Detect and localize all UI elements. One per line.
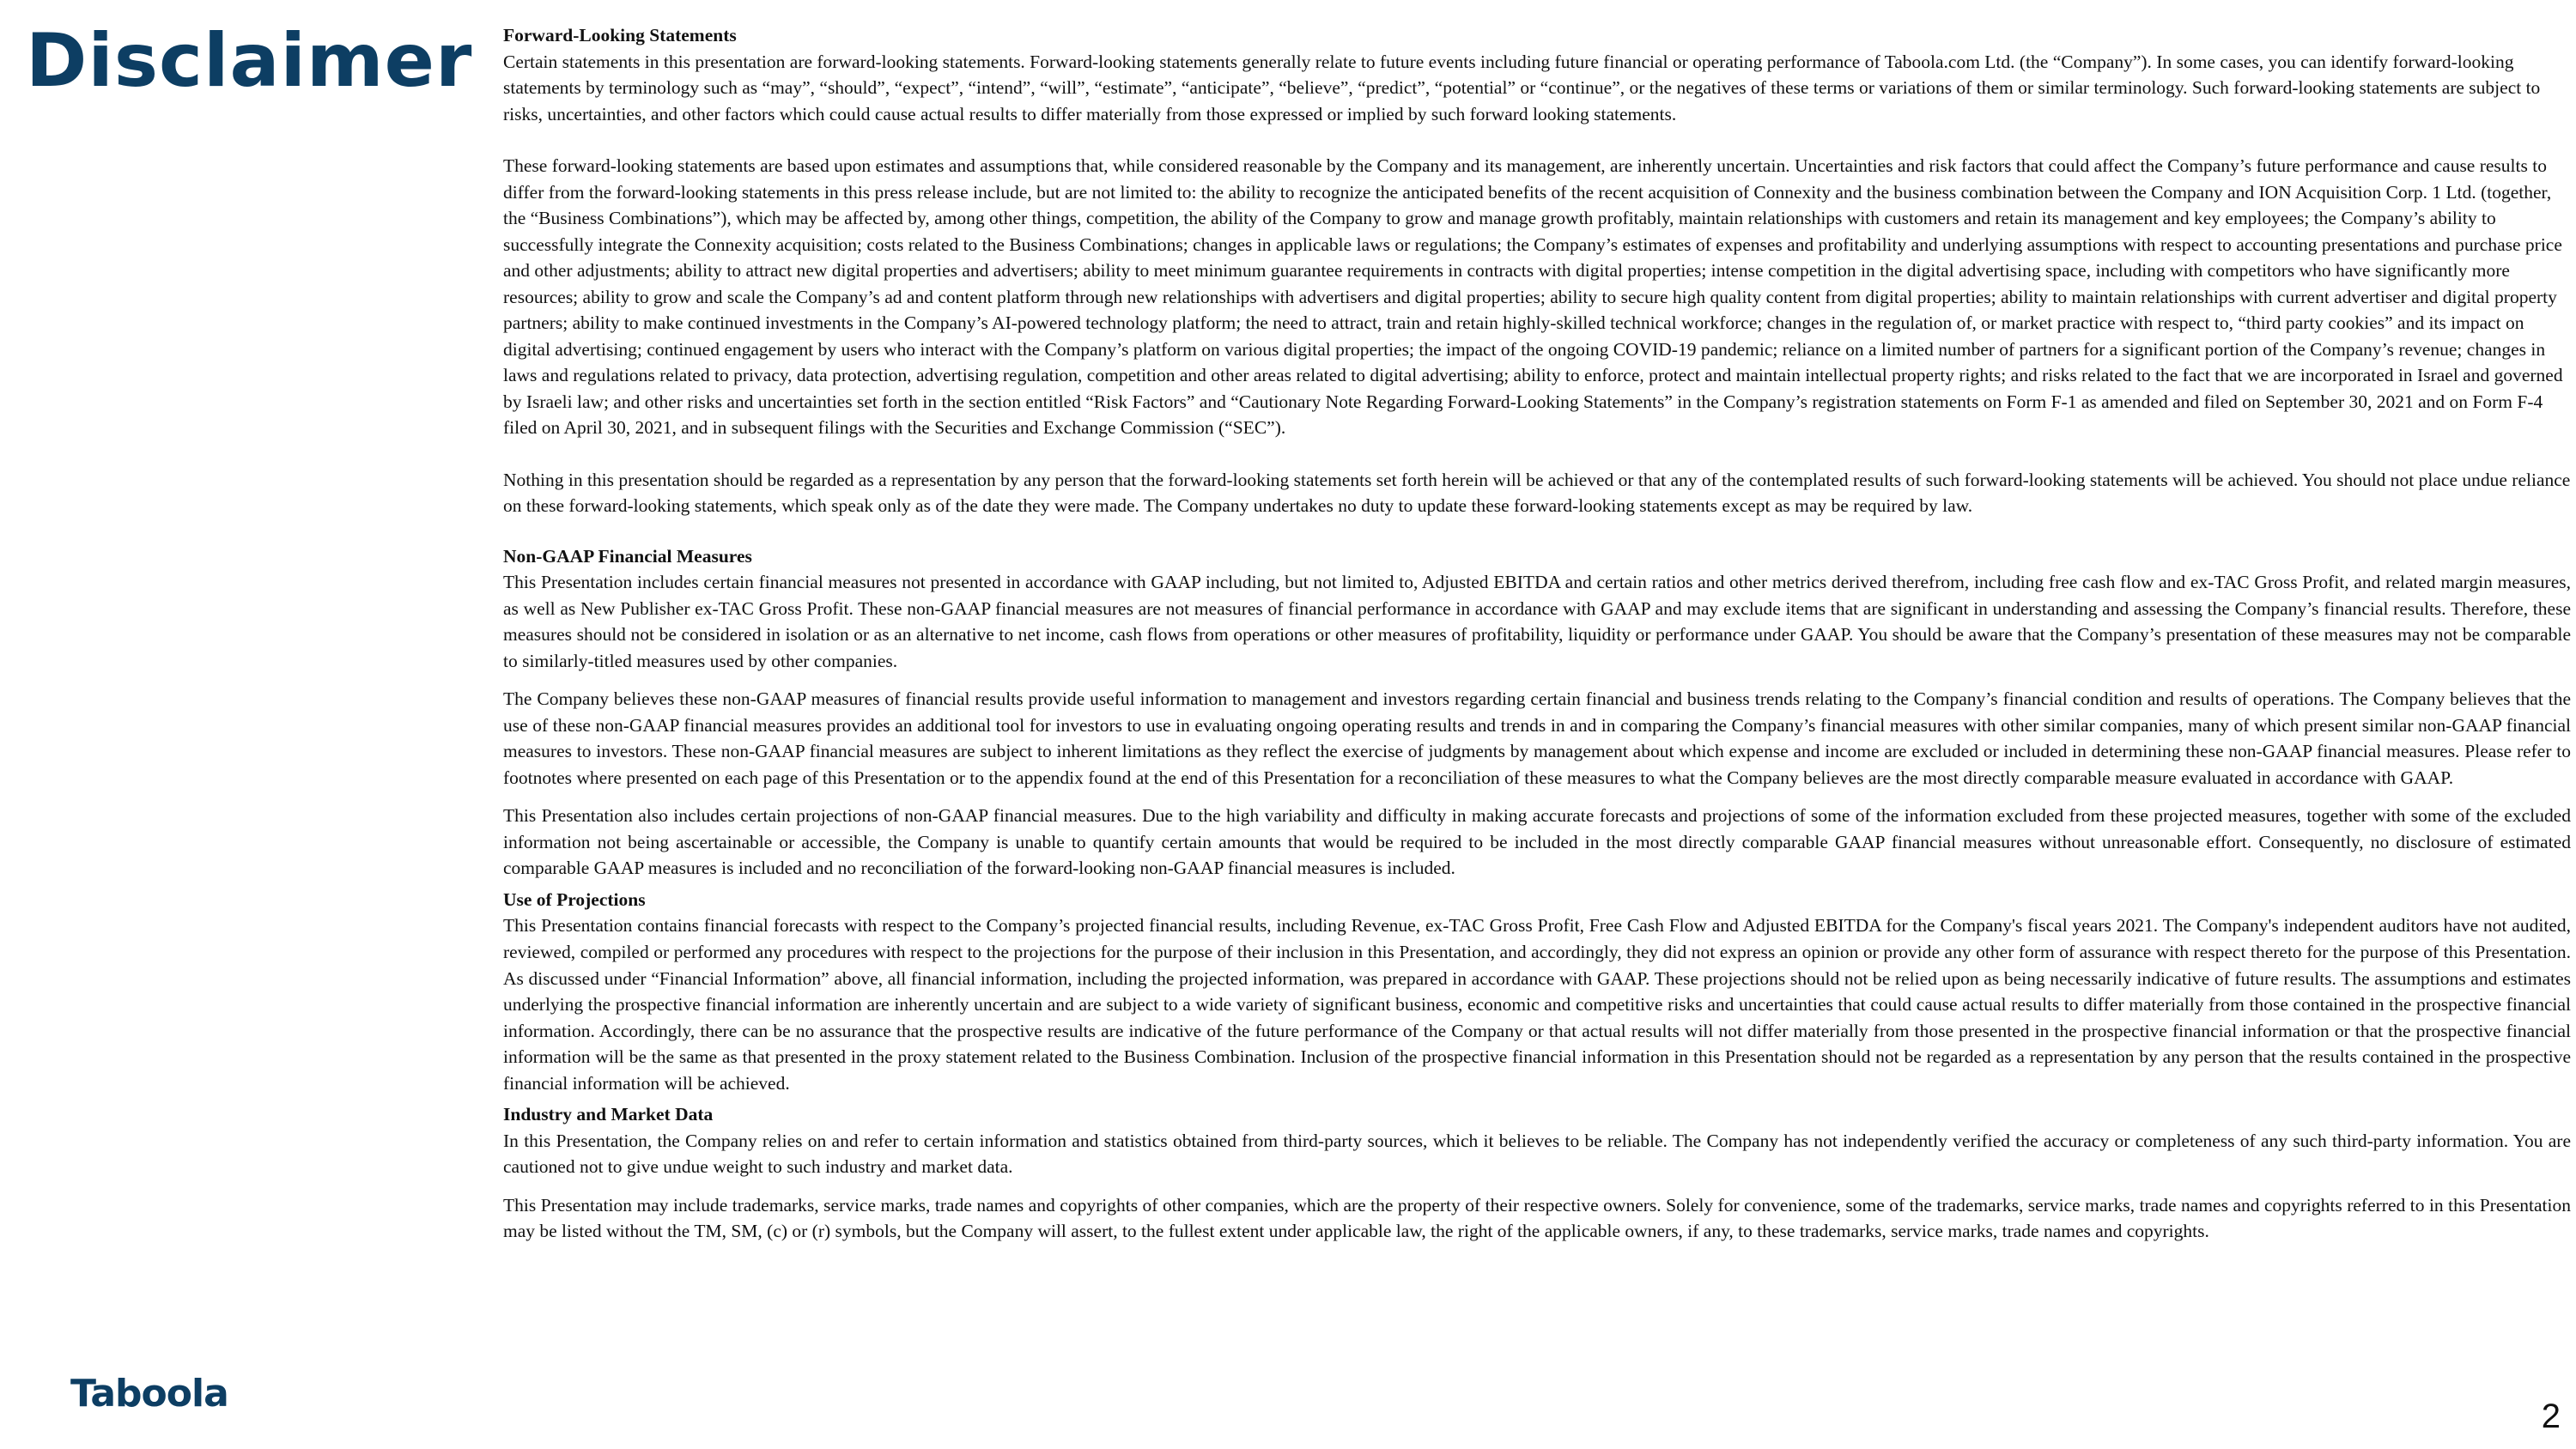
industry-paragraph-1: In this Presentation, the Company relies on and refer to certain information and statistics obtained from third-party sources, which it believes to be reliable. The Company has not independently verified the accuracy or completeness of any such third-party information. You are cautioned not to give undue weight to such industry and market data.	[503, 1130, 2571, 1178]
page-title: Disclaimer	[26, 18, 473, 104]
forward-looking-paragraph-3: Nothing in this presentation should be regarded as a representation by any person that the forward-looking statements set forth herein will be achieved or that any of the contemplated results of such forward-looking statements will be achieved. You should not place undue reliance on these forward-looking statements, which speak only as of the date they were made. The Company undertakes no duty to update these forward-looking statements except as may be required by law.	[503, 469, 2571, 517]
forward-looking-paragraph-1: Certain statements in this presentation are forward-looking statements. Forward-looking statements generally relate to future events including future financial or operating performance of Taboola.com Ltd. (the “Company”). In some cases, you can identify forward-looking statements by terminology such as “may”, “should”, “expect”, “intend”, “will”, “estimate”, “anticipate”, “believe”, “predict”, “potential” or “continue”, or the negatives of these terms or variations of them or similar terminology. Such forward-looking statements are subject to risks, uncertainties, and other factors which could cause actual results to differ materially from those expressed or implied by such forward looking statements.	[503, 51, 2541, 124]
non-gaap-heading: Non-GAAP Financial Measures	[503, 545, 752, 567]
industry-heading: Industry and Market Data	[503, 1104, 714, 1125]
non-gaap-paragraph-2: The Company believes these non-GAAP measures of financial results provide useful information to management and investors regarding certain financial and business trends relating to the Company’s financial condition and results of operations. The Company believes that the use of these non-GAAP financial measures provides an additional tool for investors to use in evaluating ongoing operating results and trends in and in comparing the Company’s financial measures with other similar companies, many of which present similar non-GAAP financial measures to investors. These non-GAAP financial measures are subject to inherent limitations as they reflect the exercise of judgments by management about which expense and income are excluded or included in determining these non-GAAP financial measures. Please refer to footnotes where presented on each page of this Presentation or to the appendix found at the end of this Presentation for a reconciliation of these measures to what the Company believes are the most directly comparable measure evaluated in accordance with GAAP.	[503, 688, 2571, 788]
taboola-logo: Taboola	[70, 1372, 228, 1416]
forward-looking-heading: Forward-Looking Statements	[503, 25, 737, 45]
industry-paragraph-2: This Presentation may include trademarks, service marks, trade names and copyrights of other companies, which are the property of their respective owners. Solely for convenience, some of the trademarks, service marks, trade names and copyrights referred to in this Presentation may be listed without the TM, SM, (c) or (r) symbols, but the Company will assert, to the fullest extent under applicable law, the right of the applicable owners, if any, to these trademarks, service marks, trade names and copyrights.	[503, 1194, 2571, 1242]
page-number: 2	[2541, 1397, 2561, 1435]
projections-paragraph-1: This Presentation contains financial forecasts with respect to the Company’s projected financial results, including Revenue, ex-TAC Gross Profit, Free Cash Flow and Adjusted EBITDA for the Company's fiscal years 2021. The Company's independent auditors have not audited, reviewed, compiled or performed any procedures with respect to the projections for the purpose of their inclusion in this Presentation, and accordingly, they did not express an opinion or provide any other form of assurance with respect thereto for the purpose of this Presentation. As discussed under “Financial Information” above, all financial information, including the projected information, was prepared in accordance with GAAP. These projections should not be relied upon as being necessarily indicative of future results. The assumptions and estimates underlying the prospective financial information are inherently uncertain and are subject to a wide variety of significant business, economic and competitive risks and uncertainties that could cause actual results to differ materially from those contained in the prospective financial information. Accordingly, there can be no assurance that the prospective results are indicative of the future performance of the Company or that actual results will not differ materially from those presented in the prospective financial information or that the prospective financial information will be the same as that presented in the proxy statement related to the Business Combination. Inclusion of the prospective financial information in this Presentation should not be regarded as a representation by any person that the results contained in the prospective financial information will be achieved.	[503, 915, 2571, 1094]
forward-looking-paragraph-2: These forward-looking statements are based upon estimates and assumptions that, while considered reasonable by the Company and its management, are inherently uncertain. Uncertainties and risk factors that could affect the Company’s future performance and cause results to differ from the forward-looking statements in this press release include, but are not limited to: the ability to recognize the anticipated benefits of the recent acquisition of Connexity and the business combination between the Company and ION Acquisition Corp. 1 Ltd. (together, the “Business Combinations”), which may be affected by, among other things, competition, the ability of the Company to grow and manage growth profitably, maintain relationships with customers and retain its management and key employees; the Company’s ability to successfully integrate the Connexity acquisition; costs related to the Business Combinations; changes in applicable laws or regulations; the Company’s estimates of expenses and profitability and underlying assumptions with respect to accounting presentations and purchase price and other adjustments; ability to attract new digital properties and advertisers; ability to meet minimum guarantee requirements in contracts with digital properties; intense competition in the digital advertising space, including with competitors who have significantly more resources; ability to grow and scale the Company’s ad and content platform through new relationships with advertisers and digital properties; ability to secure high quality content from digital properties; ability to maintain relationships with current advertiser and digital property partners; ability to make continued investments in the Company’s AI-powered technology platform; the need to attract, train and retain highly-skilled technical workforce; changes in the regulation of, or market practice with respect to, “third party cookies” and its impact on digital advertising; continued engagement by users who interact with the Company’s platform on various digital properties; the impact of the ongoing COVID-19 pandemic; reliance on a limited number of partners for a significant portion of the Company’s revenue; changes in laws and regulations related to privacy, data protection, advertising regulation, competition and other areas related to digital advertising; ability to enforce, protect and maintain intellectual property rights; and risks related to the fact that we are incorporated in Israel and governed by Israeli law; and other risks and uncertainties set forth in the section entitled “Risk Factors” and “Cautionary Note Regarding Forward-Looking Statements” in the Company’s registration statements on Form F-1 as amended and filed on September 30, 2021 and on Form F-4 filed on April 30, 2021, and in subsequent filings with the Securities and Exchange Commission (“SEC”).	[503, 155, 2563, 439]
disclaimer-body	[503, 22, 2571, 1245]
projections-heading: Use of Projections	[503, 888, 646, 910]
non-gaap-paragraph-1: This Presentation includes certain financial measures not presented in accordance with GAAP including, but not limited to, Adjusted EBITDA and certain ratios and other metrics derived therefrom, including free cash flow and ex-TAC Gross Profit, and related margin measures, as well as New Publisher ex-TAC Gross Profit. These non-GAAP financial measures are not measures of financial performance in accordance with GAAP and may exclude items that are significant in understanding and assessing the Company’s financial results. Therefore, these measures should not be considered in isolation or as an alternative to net income, cash flows from operations or other measures of profitability, liquidity or performance under GAAP. You should be aware that the Company’s presentation of these measures may not be comparable to similarly-titled measures used by other companies.	[503, 572, 2571, 671]
non-gaap-paragraph-3: This Presentation also includes certain projections of non-GAAP financial measures. Due to the high variability and difficulty in making accurate forecasts and projections of some of the information excluded from these projected measures, together with some of the excluded information not being ascertainable or accessible, the Company is unable to quantify certain amounts that would be required to be included in the most directly comparable GAAP financial measures without unreasonable effort. Consequently, no disclosure of estimated comparable GAAP measures is included and no reconciliation of the forward-looking non-GAAP financial measures is included.	[503, 805, 2571, 879]
